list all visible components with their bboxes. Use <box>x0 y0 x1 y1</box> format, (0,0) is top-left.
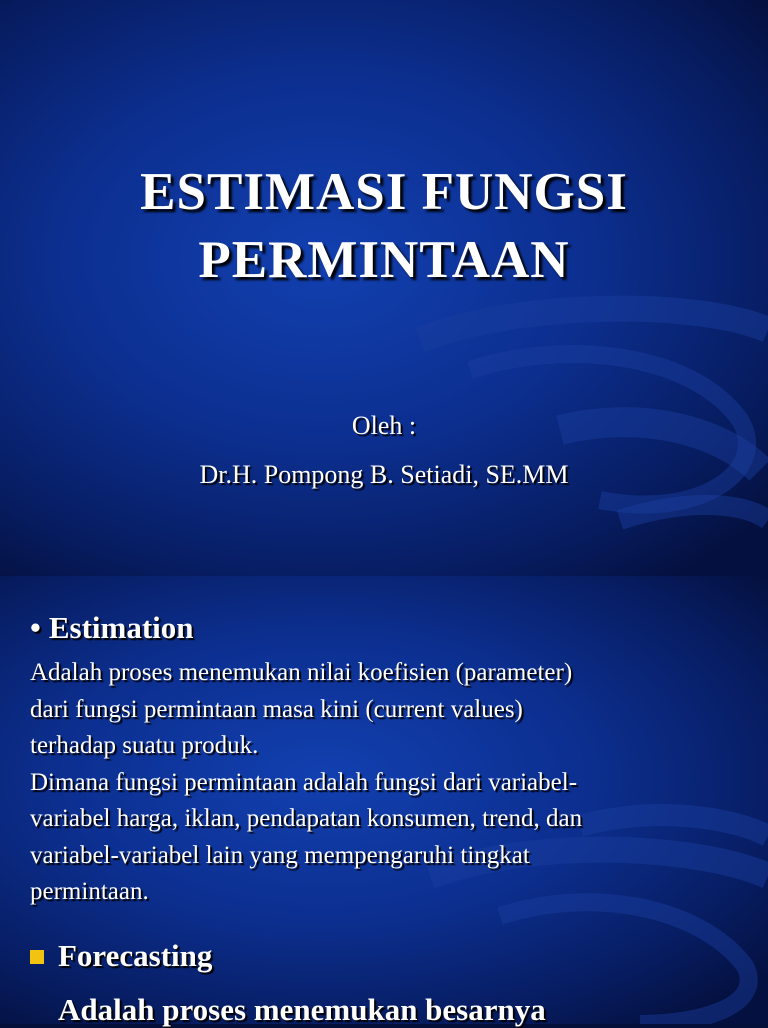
by-label: Oleh : <box>351 411 417 440</box>
author-name: Dr.H. Pompong B. Setiadi, SE.MM <box>199 460 569 489</box>
body-line: variabel-variabel lain yang mempengaruhi tingkat <box>30 841 530 869</box>
forecasting-heading: Forecasting <box>58 938 213 973</box>
square-bullet-icon <box>30 950 44 964</box>
estimation-body <box>30 655 582 911</box>
title-line-2: PERMINTAAN <box>198 231 570 289</box>
body-line: terhadap suatu produk. <box>30 732 259 759</box>
bullet-dot-icon: • <box>30 610 41 645</box>
body-line: Dimana fungsi permintaan adalah fungsi dari variabel- <box>30 768 578 796</box>
body-line: Adalah proses menemukan nilai koefisien (parameter) <box>30 659 573 686</box>
body-line: dari fungsi permintaan masa kini (current values) <box>30 695 523 723</box>
estimation-heading <box>30 610 194 646</box>
title-line-1: ESTIMASI FUNGSI <box>140 163 628 221</box>
page-title <box>0 158 768 294</box>
forecasting-body-partial: Adalah proses menemukan besarnya <box>58 992 546 1027</box>
body-line: permintaan. <box>30 878 149 905</box>
body-line: variabel harga, iklan, pendapatan konsumen, trend, dan <box>30 805 583 832</box>
estimation-heading-text: Estimation <box>48 610 194 645</box>
